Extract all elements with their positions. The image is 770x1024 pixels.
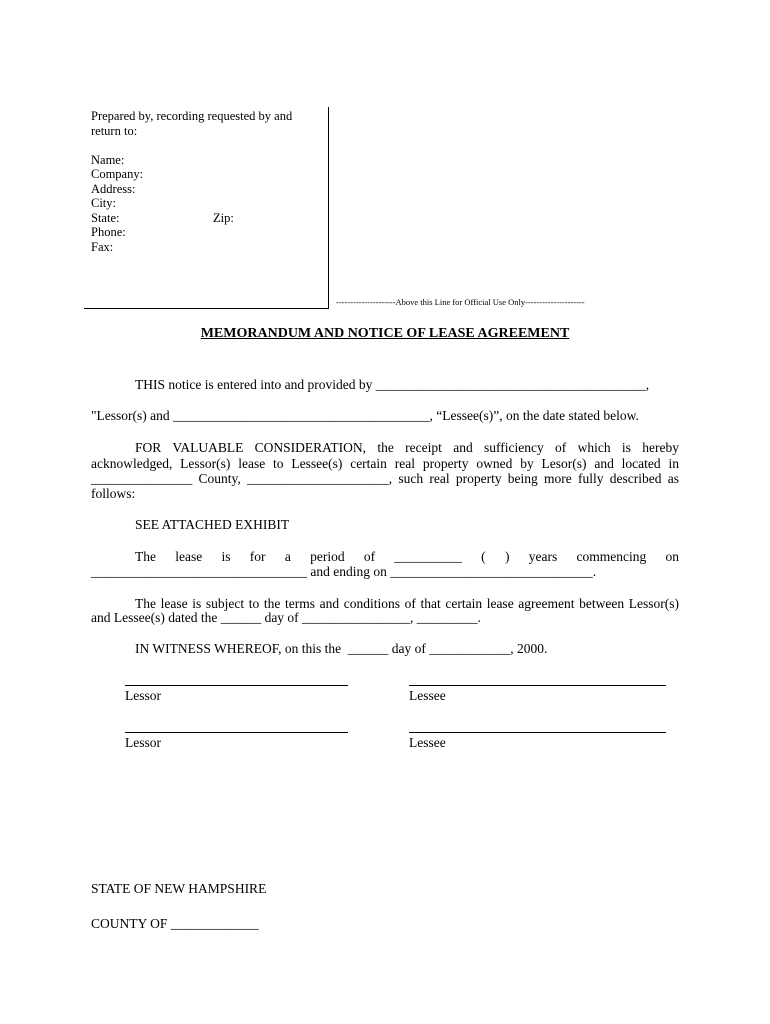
lessor-signature-line-1 <box>125 685 348 686</box>
lessee-signature-line-1 <box>409 685 666 686</box>
recording-block-bottom-line <box>84 308 329 309</box>
witness-line: IN WITNESS WHEREOF, on this the ______ day of ____________, 2000. <box>135 641 548 656</box>
official-use-line: ---------------------Above this Line for Official Use Only--------------------- <box>336 297 585 307</box>
fax-label: Fax: <box>91 240 114 254</box>
state-label: State: <box>91 211 120 225</box>
consideration-line-2: acknowledged, Lessor(s) lease to Lessee(s) certain real property owned by Lesor(s) and located in <box>91 456 679 471</box>
name-label: Name: <box>91 153 125 167</box>
prepared-by-text: Prepared by, recording requested by and <box>91 109 293 123</box>
address-label: Address: <box>91 182 136 196</box>
lessor-lessee-paragraph: "Lessor(s) and ______________________________________, “Lessee(s)”, on the date stated below. <box>91 408 639 423</box>
consideration-line-3: _______________ County, _____________________, such real property being more fully described as <box>91 471 679 486</box>
company-label: Company: <box>91 167 144 181</box>
lessor-label-2: Lessor <box>125 735 161 750</box>
phone-label: Phone: <box>91 225 126 239</box>
lessee-signature-line-2 <box>409 732 666 733</box>
zip-label: Zip: <box>213 211 234 225</box>
consideration-line-4: follows: <box>91 486 136 501</box>
subject-line-2: and Lessee(s) dated the ______ day of ________________, _________. <box>91 610 481 625</box>
period-line-2: ________________________________ and ending on ______________________________. <box>91 564 597 579</box>
period-line-1: The lease is for a period of __________ ( ) years commencing on <box>135 549 679 564</box>
lessee-label-1: Lessee <box>409 688 446 703</box>
lessee-label-2: Lessee <box>409 735 446 750</box>
subject-line-1: The lease is subject to the terms and conditions of that certain lease agreement between Lessor(s) <box>135 596 679 611</box>
city-label: City: <box>91 196 117 210</box>
lessor-label-1: Lessor <box>125 688 161 703</box>
exhibit-line: SEE ATTACHED EXHIBIT <box>135 517 290 532</box>
document-title: MEMORANDUM AND NOTICE OF LEASE AGREEMENT <box>200 326 570 341</box>
acknowledgment-state: STATE OF NEW HAMPSHIRE <box>91 881 267 896</box>
lessor-signature-line-2 <box>125 732 348 733</box>
return-to-text: return to: <box>91 124 138 138</box>
consideration-line-1: FOR VALUABLE CONSIDERATION, the receipt and sufficiency of which is hereby <box>135 440 679 455</box>
acknowledgment-county: COUNTY OF _____________ <box>91 916 259 931</box>
notice-paragraph: THIS notice is entered into and provided by ________________________________________, <box>135 377 650 392</box>
recording-block-divider <box>328 107 329 309</box>
